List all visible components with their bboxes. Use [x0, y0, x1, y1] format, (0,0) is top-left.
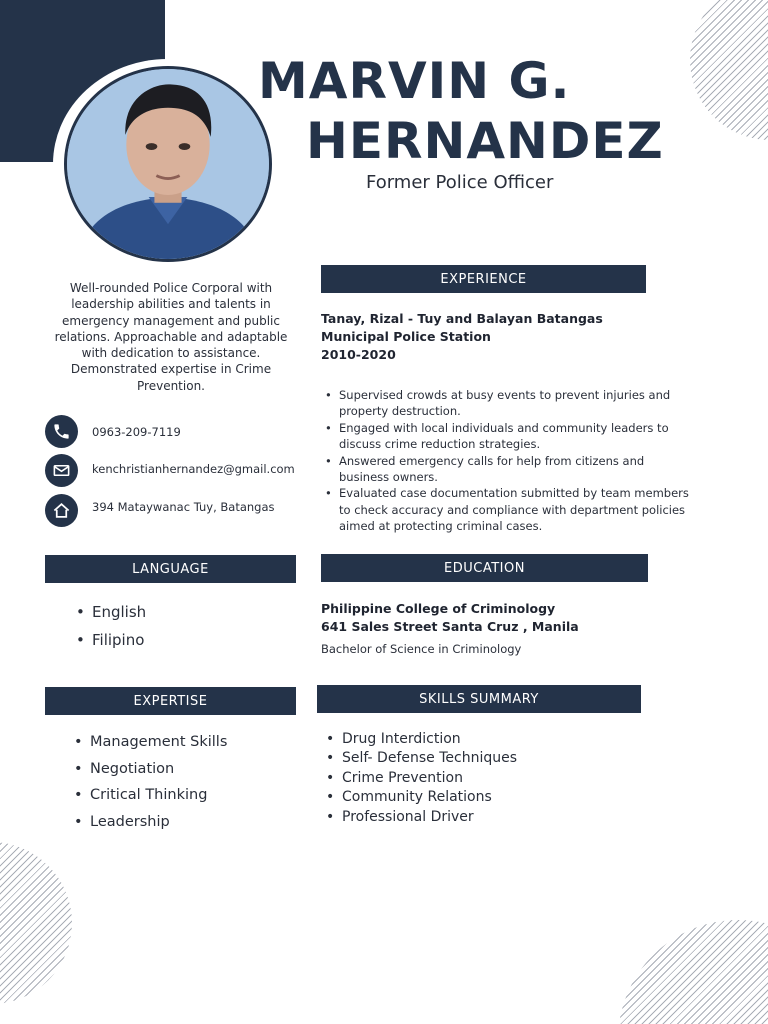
experience-duties	[321, 387, 691, 535]
hatched-circle-decoration	[690, 0, 768, 140]
list-item: • English	[72, 598, 146, 626]
education-school	[321, 600, 579, 636]
section-header-language: LANGUAGE	[45, 555, 296, 583]
list-item: • Supervised crowds at busy events to prevent injuries and property destruction.	[321, 387, 691, 420]
expertise-list	[70, 729, 227, 835]
phone-number: 0963-209-7119	[92, 425, 181, 439]
section-header-expertise: EXPERTISE	[45, 687, 296, 715]
list-item: • Community Relations	[322, 788, 517, 807]
name-first-line: MARVIN G.	[258, 52, 571, 110]
list-item: • Answered emergency calls for help from citizens and business owners.	[321, 453, 691, 486]
experience-station: Municipal Police Station	[321, 329, 491, 344]
skills-list	[322, 730, 517, 827]
list-item: • Drug Interdiction	[322, 730, 517, 749]
list-item: • Professional Driver	[322, 808, 517, 827]
list-item: • Critical Thinking	[70, 782, 227, 809]
mail-icon	[45, 454, 78, 487]
email-address: kenchristianhernandez@gmail.com	[92, 462, 295, 476]
list-item: • Filipino	[72, 626, 146, 654]
section-header-education: EDUCATION	[321, 554, 648, 582]
home-icon	[45, 494, 78, 527]
list-item: • Negotiation	[70, 756, 227, 783]
hatched-circle-decoration	[0, 842, 72, 1004]
profile-photo	[64, 66, 272, 262]
profile-summary: Well-rounded Police Corporal with leadership abilities and talents in emergency management and public relations. Approachable and adaptable with dedication to assistance. Demonstrated expertise in Crime Prevention.	[54, 281, 288, 393]
school-name: Philippine College of Criminology	[321, 601, 556, 616]
list-item: • Self- Defense Techniques	[322, 749, 517, 768]
section-header-experience: EXPERIENCE	[321, 265, 646, 293]
name-last-line: HERNANDEZ	[306, 112, 664, 170]
list-item: • Leadership	[70, 809, 227, 836]
section-header-skills: SKILLS SUMMARY	[317, 685, 641, 713]
home-address: 394 Mataywanac Tuy, Batangas	[92, 500, 275, 514]
experience-place: Tanay, Rizal - Tuy and Balayan Batangas	[321, 311, 603, 326]
experience-heading	[321, 310, 603, 364]
list-item: • Engaged with local individuals and community leaders to discuss crime reduction strategies.	[321, 420, 691, 453]
job-title: Former Police Officer	[366, 172, 554, 193]
language-list	[72, 598, 146, 654]
list-item: • Crime Prevention	[322, 769, 517, 788]
hatched-circle-decoration	[618, 920, 768, 1024]
phone-icon	[45, 415, 78, 448]
list-item: • Management Skills	[70, 729, 227, 756]
school-address: 641 Sales Street Santa Cruz , Manila	[321, 619, 579, 634]
list-item: • Evaluated case documentation submitted by team members to check accuracy and compliance with department policies aimed at protecting criminal cases.	[321, 485, 691, 534]
experience-years: 2010-2020	[321, 347, 396, 362]
education-degree: Bachelor of Science in Criminology	[321, 642, 522, 656]
